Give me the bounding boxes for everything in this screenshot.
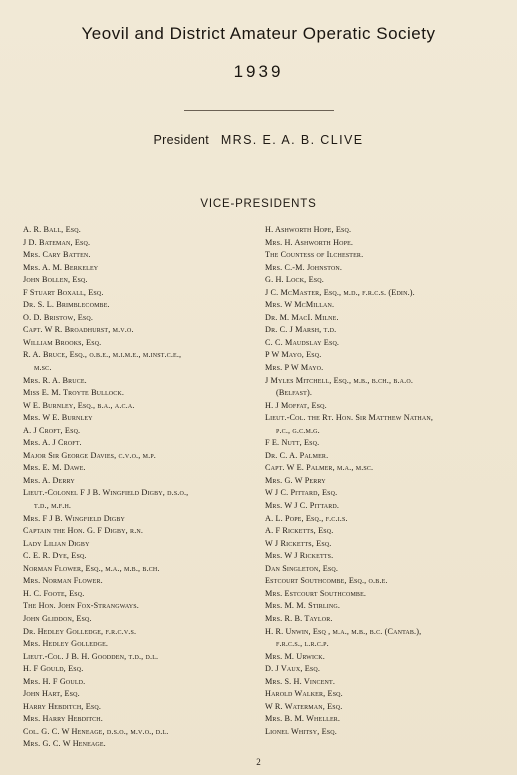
president-name: MRS. E. A. B. CLIVE — [220, 133, 364, 147]
vice-president-name: Mrs. S. H. Vincent. — [265, 676, 336, 686]
vice-president-entry — [23, 513, 268, 526]
vice-presidents-heading: VICE-PRESIDENTS — [200, 198, 317, 210]
year-heading: 1939 — [233, 62, 284, 81]
page-number: 2 — [256, 757, 261, 767]
vice-president-name: Harold Walker, Esq. — [265, 689, 343, 699]
vice-president-entry — [23, 600, 268, 613]
vice-president-name: W J C. Pittard, Esq. — [265, 488, 338, 498]
vice-president-entry — [23, 713, 268, 726]
vice-president-entry — [23, 701, 268, 714]
vice-president-name-continuation: m.sc. — [34, 363, 52, 373]
vice-president-name: Dr. Hedley Golledge, f.r.c.v.s. — [23, 626, 137, 636]
vice-president-name: John Gliddon, Esq. — [23, 613, 92, 623]
vice-president-entry — [23, 274, 268, 287]
vice-president-name: Mrs. B. M. Wheller. — [265, 714, 341, 724]
vice-president-name: Mrs. A. M. Berkeley — [23, 262, 99, 272]
vice-president-entry — [23, 525, 268, 538]
vice-president-name: F Stuart Boxall, Esq. — [23, 287, 104, 297]
vice-president-name-continuation: (Belfast). — [276, 388, 313, 398]
vice-president-name: Lieut.-Col. J B. H. Goodden, t.d., d.l. — [23, 651, 159, 661]
vice-president-entry — [265, 362, 510, 375]
vice-president-entry — [23, 575, 268, 588]
vice-president-name: Dr. M. MacI. Milne. — [265, 312, 339, 322]
vice-president-name: R. A. Bruce, Esq., o.b.e., m.i.m.e., m.inst.c.e., — [23, 350, 182, 360]
vice-president-name: Mrs. Norman Flower. — [23, 576, 103, 586]
vice-president-entry — [265, 375, 510, 400]
vice-president-name: Harry Hebditch, Esq. — [23, 701, 102, 711]
vice-president-entry — [23, 249, 268, 262]
vice-president-entry — [265, 312, 510, 325]
vice-president-name: D. J Vaux, Esq. — [265, 664, 321, 674]
vice-president-entry — [23, 262, 268, 275]
vice-president-entry — [265, 349, 510, 362]
vice-president-entry — [23, 400, 268, 413]
vice-president-entry — [265, 287, 510, 300]
vice-president-name: Mrs. E. M. Dawe. — [23, 463, 86, 473]
vice-president-entry — [23, 337, 268, 350]
vice-president-entry — [265, 299, 510, 312]
vice-president-name: H. R. Unwin, Esq , m.a., m.b., b.c. (Cantab.), — [265, 626, 422, 636]
vice-president-name: Estcourt Southcombe, Esq., o.b.e. — [265, 576, 388, 586]
vice-president-entry — [23, 487, 268, 512]
vice-president-name: Captain the Hon. G. F Digby, r.n. — [23, 526, 144, 536]
vice-president-name: Mrs. W J Ricketts. — [265, 551, 334, 561]
vice-president-entry — [265, 663, 510, 676]
vice-president-entry — [265, 626, 510, 651]
vice-president-name: H. C. Foote, Esq. — [23, 588, 85, 598]
vice-president-entry — [23, 412, 268, 425]
vice-president-entry — [265, 450, 510, 463]
vice-president-entry — [23, 237, 268, 250]
vice-president-entry — [265, 588, 510, 601]
vice-president-name: Mrs. Hedley Golledge. — [23, 639, 109, 649]
vice-president-name: Mrs. M. Urwick. — [265, 651, 325, 661]
vice-president-name: Mrs. H. Ashworth Hope. — [265, 237, 354, 247]
vice-president-name: Mrs. W E. Burnley — [23, 413, 93, 423]
vice-president-entry — [265, 713, 510, 726]
vice-president-name: The Countess of Ilchester. — [265, 250, 364, 260]
vice-president-entry — [265, 701, 510, 714]
vice-president-entry — [265, 324, 510, 337]
vice-president-entry — [23, 726, 268, 739]
vice-president-entry — [265, 500, 510, 513]
vice-president-name: Capt. W R. Broadhurst, m.v.o. — [23, 325, 134, 335]
vice-president-name: Dr. C. J Marsh, t.d. — [265, 325, 337, 335]
vice-president-entry — [23, 663, 268, 676]
vice-president-name: Mrs. W McMillan. — [265, 300, 335, 310]
vice-president-entry — [265, 688, 510, 701]
vice-president-entry — [23, 738, 268, 751]
vice-president-name: H. J Moffat, Esq. — [265, 400, 327, 410]
vice-president-name: O. D. Bristow, Esq. — [23, 312, 94, 322]
vice-president-name: Mrs. Harry Hebditch. — [23, 714, 103, 724]
vice-president-name: J Myles Mitchell, Esq., m.b., b.ch., b.a.o. — [265, 375, 414, 385]
vice-president-entry — [265, 726, 510, 739]
vice-president-name: W R. Waterman, Esq. — [265, 701, 343, 711]
vice-president-entry — [23, 613, 268, 626]
vice-president-entry — [23, 475, 268, 488]
vice-president-entry — [265, 513, 510, 526]
vice-president-name: Dan Singleton, Esq. — [265, 563, 339, 573]
vice-president-name: J C. McMaster, Esq., m.d., f.r.c.s. (Edin.). — [265, 287, 415, 297]
vice-president-name: A. L. Pope, Esq., f.c.i.s. — [265, 513, 348, 523]
vice-president-entry — [23, 588, 268, 601]
vice-president-name: P W Mayo, Esq. — [265, 350, 322, 360]
president-line — [0, 133, 517, 147]
vice-president-entry — [265, 237, 510, 250]
vice-president-name: Dr. C. A. Palmer. — [265, 450, 329, 460]
vice-president-entry — [265, 262, 510, 275]
vice-president-entry — [23, 324, 268, 337]
society-title: Yeovil and District Amateur Operatic Society — [81, 24, 436, 43]
vice-president-name: W J Ricketts, Esq. — [265, 538, 332, 548]
vice-president-entry — [265, 575, 510, 588]
vice-president-entry — [23, 425, 268, 438]
vice-president-name: Col. G. C. W Heneage, d.s.o., m.v.o., d.l. — [23, 726, 169, 736]
vice-president-entry — [23, 651, 268, 664]
vice-president-name: Lionel Whitsy, Esq. — [265, 726, 337, 736]
vice-president-entry — [265, 224, 510, 237]
vice-president-name: Lieut.-Col. the Rt. Hon. Sir Matthew Nathan, — [265, 413, 434, 423]
vice-president-name: A. J Croft, Esq. — [23, 425, 81, 435]
vice-president-name: Norman Flower, Esq., m.a., m.b., b.ch. — [23, 563, 160, 573]
vice-president-name: Mrs. M. M. Stirling. — [265, 601, 341, 611]
divider-rule — [184, 110, 334, 111]
vice-president-name-continuation: f.r.c.s., l.r.c.p. — [276, 639, 329, 649]
president-label: President — [153, 133, 210, 147]
vice-president-entry — [265, 538, 510, 551]
vice-president-name: Mrs. Cary Batten. — [23, 250, 91, 260]
vice-president-name: Mrs. C.-M. Johnston. — [265, 262, 343, 272]
vice-president-name: Mrs. R. A. Bruce. — [23, 375, 87, 385]
vice-president-name: Mrs. Estcourt Southcombe. — [265, 588, 367, 598]
vice-president-entry — [23, 450, 268, 463]
vice-president-name: G. H. Lock, Esq. — [265, 275, 324, 285]
vice-president-name: A. F Ricketts, Esq. — [265, 526, 334, 536]
vice-president-name: Mrs. P W Mayo. — [265, 363, 324, 373]
vice-president-name: Mrs. G. W Perry — [265, 475, 326, 485]
vice-president-entry — [23, 550, 268, 563]
vice-president-entry — [23, 638, 268, 651]
vice-president-entry — [265, 651, 510, 664]
vice-president-entry — [23, 299, 268, 312]
vice-president-name: The Hon. John Fox-Strangways. — [23, 601, 139, 611]
vice-president-entry — [265, 274, 510, 287]
vice-president-entry — [23, 349, 268, 374]
vice-president-entry — [265, 437, 510, 450]
vice-president-entry — [265, 337, 510, 350]
vice-president-name: Mrs. A. J Croft. — [23, 438, 82, 448]
vice-president-name: F E. Nutt, Esq. — [265, 438, 320, 448]
vice-president-name: John Bollen, Esq. — [23, 275, 88, 285]
vice-president-name: H. F Gould, Esq. — [23, 664, 84, 674]
vice-president-entry — [265, 525, 510, 538]
vice-president-name: A. R. Ball, Esq. — [23, 225, 81, 234]
vice-president-name: William Brooks, Esq. — [23, 337, 102, 347]
vice-president-name: Mrs. R. B. Taylor. — [265, 613, 333, 623]
vice-president-entry — [265, 550, 510, 563]
vice-president-entry — [23, 538, 268, 551]
vice-president-name: Mrs. W J C. Pittard. — [265, 501, 340, 511]
vice-president-entry — [23, 375, 268, 388]
vice-president-name: Lady Lilian Digby — [23, 538, 90, 548]
vice-president-name: C. C. Maudslay Esq. — [265, 337, 340, 347]
vice-president-name: Dr. S. L. Brimblecombe. — [23, 300, 110, 310]
vice-president-entry — [23, 387, 268, 400]
vice-president-entry — [265, 475, 510, 488]
vice-president-entry — [265, 249, 510, 262]
vice-president-name: Miss E. M. Troyte Bullock. — [23, 388, 125, 398]
vice-president-name: Major Sir George Davies, c.v.o., m.p. — [23, 450, 157, 460]
vice-president-entry — [23, 462, 268, 475]
vice-presidents-left-column — [23, 224, 268, 751]
vice-president-entry — [23, 688, 268, 701]
vice-president-entry — [265, 487, 510, 500]
vice-president-name: Capt. W E. Palmer, m.a., m.sc. — [265, 463, 374, 473]
vice-president-name: Mrs. H. F Gould. — [23, 676, 86, 686]
vice-president-name: John Hart, Esq. — [23, 689, 80, 699]
vice-president-name: Mrs. F J B. Wingfield Digby — [23, 513, 126, 523]
vice-president-entry — [265, 600, 510, 613]
vice-president-entry — [265, 412, 510, 437]
vice-president-entry — [23, 676, 268, 689]
vice-president-entry — [23, 312, 268, 325]
vice-president-entry — [23, 626, 268, 639]
vice-president-name: W E. Burnley, Esq., b.a., a.c.a. — [23, 400, 135, 410]
vice-president-name: H. Ashworth Hope, Esq. — [265, 225, 352, 234]
vice-president-entry — [265, 563, 510, 576]
vice-president-entry — [265, 462, 510, 475]
vice-president-entry — [265, 613, 510, 626]
vice-president-entry — [23, 563, 268, 576]
vice-president-entry — [23, 287, 268, 300]
vice-president-name: Mrs. A. Derry — [23, 475, 75, 485]
vice-president-name: J D. Bateman, Esq. — [23, 237, 91, 247]
vice-president-entry — [265, 400, 510, 413]
vice-president-name-continuation: p.c., g.c.m.g. — [276, 425, 320, 435]
vice-president-entry — [265, 676, 510, 689]
vice-president-name: Mrs. G. C. W Heneage. — [23, 739, 106, 749]
vice-president-name: C. E. R. Dye, Esq. — [23, 551, 87, 561]
vice-president-name-continuation: t.d., m.f.h. — [34, 501, 72, 511]
vice-president-entry — [23, 437, 268, 450]
vice-president-entry — [23, 224, 268, 237]
vice-presidents-right-column — [265, 224, 510, 738]
vice-president-name: Lieut.-Colonel F J B. Wingfield Digby, d.s.o., — [23, 488, 189, 498]
